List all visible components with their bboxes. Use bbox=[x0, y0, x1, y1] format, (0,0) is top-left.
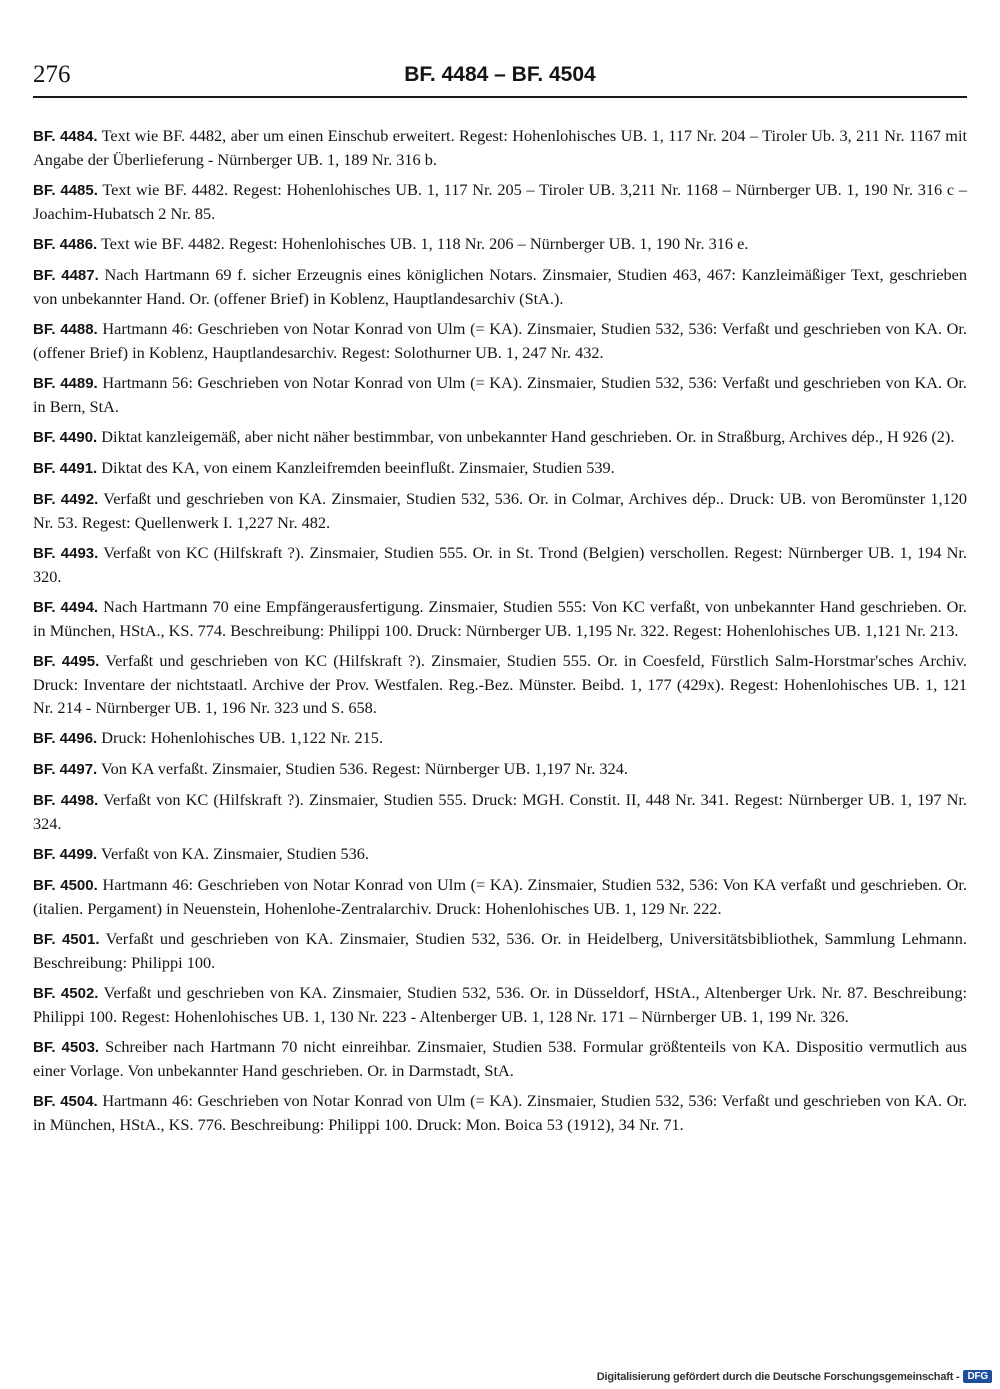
entry-text: Hartmann 46: Geschrieben von Notar Konrad von Ulm (= KA). Zinsmaier, Studien 532, 536: Verfaßt und geschrieben von KA. Or. (offener Brief) in Koblenz, Hauptlandesarchiv. Regest: Solothurner UB. 1, 247 Nr. 432. bbox=[33, 319, 967, 362]
entry-text: Text wie BF. 4482. Regest: Hohenlohisches UB. 1, 117 Nr. 205 – Tiroler UB. 3,211 Nr. 1168 – Nürnberger UB. 1, 190 Nr. 316 c – Joachim-Hubatsch 2 Nr. 85. bbox=[33, 180, 967, 223]
entry-id: BF. 4493. bbox=[33, 545, 99, 562]
entry bbox=[33, 178, 967, 225]
entry-text: Hartmann 46: Geschrieben von Notar Konrad von Ulm (= KA). Zinsmaier, Studien 532, 536: Von KA verfaßt und geschrieben. Or. (italien. Pergament) in Neuenstein, Hohenlohe-Zentralarchiv. Druck: Hohenlohisches UB. 1, 129 Nr. 222. bbox=[33, 875, 967, 918]
entry-text: Diktat des KA, von einem Kanzleifremden beeinflußt. Zinsmaier, Studien 539. bbox=[101, 458, 615, 477]
entry-text: Hartmann 56: Geschrieben von Notar Konrad von Ulm (= KA). Zinsmaier, Studien 532, 536: Verfaßt und geschrieben von KA. Or. in Bern, StA. bbox=[33, 373, 967, 416]
entry-id: BF. 4484. bbox=[33, 128, 98, 145]
entry-id: BF. 4489. bbox=[33, 375, 98, 392]
page-header bbox=[33, 58, 967, 98]
entry-id: BF. 4486. bbox=[33, 236, 98, 253]
funding-credit-text: Digitalisierung gefördert durch die Deutsche Forschungsgemeinschaft - bbox=[596, 1370, 960, 1383]
running-title: BF. 4484 – BF. 4504 bbox=[404, 63, 596, 86]
entry-id: BF. 4485. bbox=[33, 182, 98, 199]
entry bbox=[33, 873, 967, 920]
entry-id: BF. 4504. bbox=[33, 1093, 98, 1110]
entry-text: Verfaßt und geschrieben von KA. Zinsmaier, Studien 532, 536. Or. in Düsseldorf, HStA., Altenberger Urk. Nr. 87. Beschreibung: Philippi 100. Regest: Hohenlohisches UB. 1, 130 Nr. 223 - Altenberger UB. 1, 128 Nr. 171 – Nürnberger UB. 1, 199 Nr. 326. bbox=[33, 983, 967, 1026]
entry-id: BF. 4497. bbox=[33, 761, 98, 778]
entry bbox=[33, 124, 967, 171]
page-number: 276 bbox=[33, 61, 71, 88]
dfg-logo-icon: DFG bbox=[963, 1370, 992, 1383]
entry-text: Druck: Hohenlohisches UB. 1,122 Nr. 215. bbox=[101, 728, 384, 747]
entry-text: Verfaßt und geschrieben von KC (Hilfskraft ?). Zinsmaier, Studien 555. Or. in Coesfeld, Fürstlich Salm-Horstmar'sches Archiv. Druck: Inventare der nichtstaatl. Archive der Prov. Westfalen. Reg.-Bez. Münster. Beibd. 1, 177 (429x). Regest: Hohenlohisches UB. 1, 121 Nr. 214 - Nürnberger UB. 1, 196 Nr. 323 und S. 658. bbox=[33, 651, 967, 717]
entry-text: Verfaßt von KA. Zinsmaier, Studien 536. bbox=[101, 844, 369, 863]
entry bbox=[33, 456, 967, 480]
entry-text: Verfaßt von KC (Hilfskraft ?). Zinsmaier, Studien 555. Or. in St. Trond (Belgien) verschollen. Regest: Nürnberger UB. 1, 194 Nr. 320. bbox=[33, 543, 967, 586]
entry-id: BF. 4494. bbox=[33, 599, 99, 616]
entry bbox=[33, 487, 967, 534]
entry bbox=[33, 788, 967, 835]
entry-id: BF. 4498. bbox=[33, 792, 99, 809]
entry-text: Verfaßt und geschrieben von KA. Zinsmaier, Studien 532, 536. Or. in Colmar, Archives dép.. Druck: UB. von Beromünster 1,120 Nr. 53. Regest: Quellenwerk I. 1,227 Nr. 482. bbox=[33, 489, 967, 532]
entry bbox=[33, 425, 967, 449]
entry-text: Nach Hartmann 70 eine Empfängerausfertigung. Zinsmaier, Studien 555: Von KC verfaßt, von unbekannter Hand geschrieben. Or. in München, HStA., KS. 774. Beschreibung: Philippi 100. Druck: Nürnberger UB. 1,195 Nr. 322. Regest: Hohenlohisches UB. 1,121 Nr. 213. bbox=[33, 597, 967, 640]
entry-text: Von KA verfaßt. Zinsmaier, Studien 536. Regest: Nürnberger UB. 1,197 Nr. 324. bbox=[101, 759, 628, 778]
entry-id: BF. 4492. bbox=[33, 491, 99, 508]
entry-text: Text wie BF. 4482, aber um einen Einschub erweitert. Regest: Hohenlohisches UB. 1, 117 Nr. 204 – Tiroler Ub. 3, 211 Nr. 1167 mit Angabe der Überlieferung - Nürnberger UB. 1, 189 Nr. 316 b. bbox=[33, 126, 967, 169]
footer-credit bbox=[597, 1370, 992, 1383]
entry-text: Schreiber nach Hartmann 70 nicht einreihbar. Zinsmaier, Studien 538. Formular größtenteils von KA. Dispositio vermutlich aus einer Vorlage. Von unbekannter Hand geschrieben. Or. in Darmstadt, StA. bbox=[33, 1037, 967, 1080]
entry-id: BF. 4488. bbox=[33, 321, 98, 338]
entry-id: BF. 4501. bbox=[33, 931, 100, 948]
entry-id: BF. 4490. bbox=[33, 429, 98, 446]
entry-text: Verfaßt von KC (Hilfskraft ?). Zinsmaier, Studien 555. Druck: MGH. Constit. II, 448 Nr. 341. Regest: Nürnberger UB. 1, 197 Nr. 324. bbox=[33, 790, 967, 833]
entry bbox=[33, 317, 967, 364]
entry-text: Text wie BF. 4482. Regest: Hohenlohisches UB. 1, 118 Nr. 206 – Nürnberger UB. 1, 190 Nr. 316 e. bbox=[101, 234, 749, 253]
entry bbox=[33, 541, 967, 588]
entry-id: BF. 4503. bbox=[33, 1039, 100, 1056]
entry-id: BF. 4499. bbox=[33, 846, 98, 863]
entry bbox=[33, 263, 967, 310]
entry-id: BF. 4496. bbox=[33, 730, 98, 747]
entry-id: BF. 4502. bbox=[33, 985, 99, 1002]
entry-id: BF. 4500. bbox=[33, 877, 98, 894]
entry-text: Hartmann 46: Geschrieben von Notar Konrad von Ulm (= KA). Zinsmaier, Studien 532, 536: Verfaßt und geschrieben von KA. Or. in München, HStA., KS. 776. Beschreibung: Philippi 100. Druck: Mon. Boica 53 (1912), 34 Nr. 71. bbox=[33, 1091, 967, 1134]
entry-id: BF. 4487. bbox=[33, 267, 99, 284]
entry bbox=[33, 649, 967, 719]
entry bbox=[33, 1035, 967, 1082]
entry bbox=[33, 595, 967, 642]
entry-id: BF. 4491. bbox=[33, 460, 98, 477]
entry-text: Nach Hartmann 69 f. sicher Erzeugnis eines königlichen Notars. Zinsmaier, Studien 463, 467: Kanzleimäßiger Text, geschrieben von unbekannter Hand. Or. (offener Brief) in Koblenz, Hauptlandesarchiv (StA.). bbox=[33, 265, 967, 308]
entry bbox=[33, 842, 967, 866]
entry bbox=[33, 981, 967, 1028]
entry bbox=[33, 757, 967, 781]
entry bbox=[33, 927, 967, 974]
entry bbox=[33, 1089, 967, 1136]
entry bbox=[33, 726, 967, 750]
entry bbox=[33, 371, 967, 418]
entry-text: Diktat kanzleigemäß, aber nicht näher bestimmbar, von unbekannter Hand geschrieben. Or. in Straßburg, Archives dép., H 926 (2). bbox=[101, 427, 955, 446]
entry-text: Verfaßt und geschrieben von KA. Zinsmaier, Studien 532, 536. Or. in Heidelberg, Universitätsbibliothek, Sammlung Lehmann. Beschreibung: Philippi 100. bbox=[33, 929, 967, 972]
entry-id: BF. 4495. bbox=[33, 653, 100, 670]
entries-list bbox=[33, 124, 967, 1143]
entry bbox=[33, 232, 967, 256]
